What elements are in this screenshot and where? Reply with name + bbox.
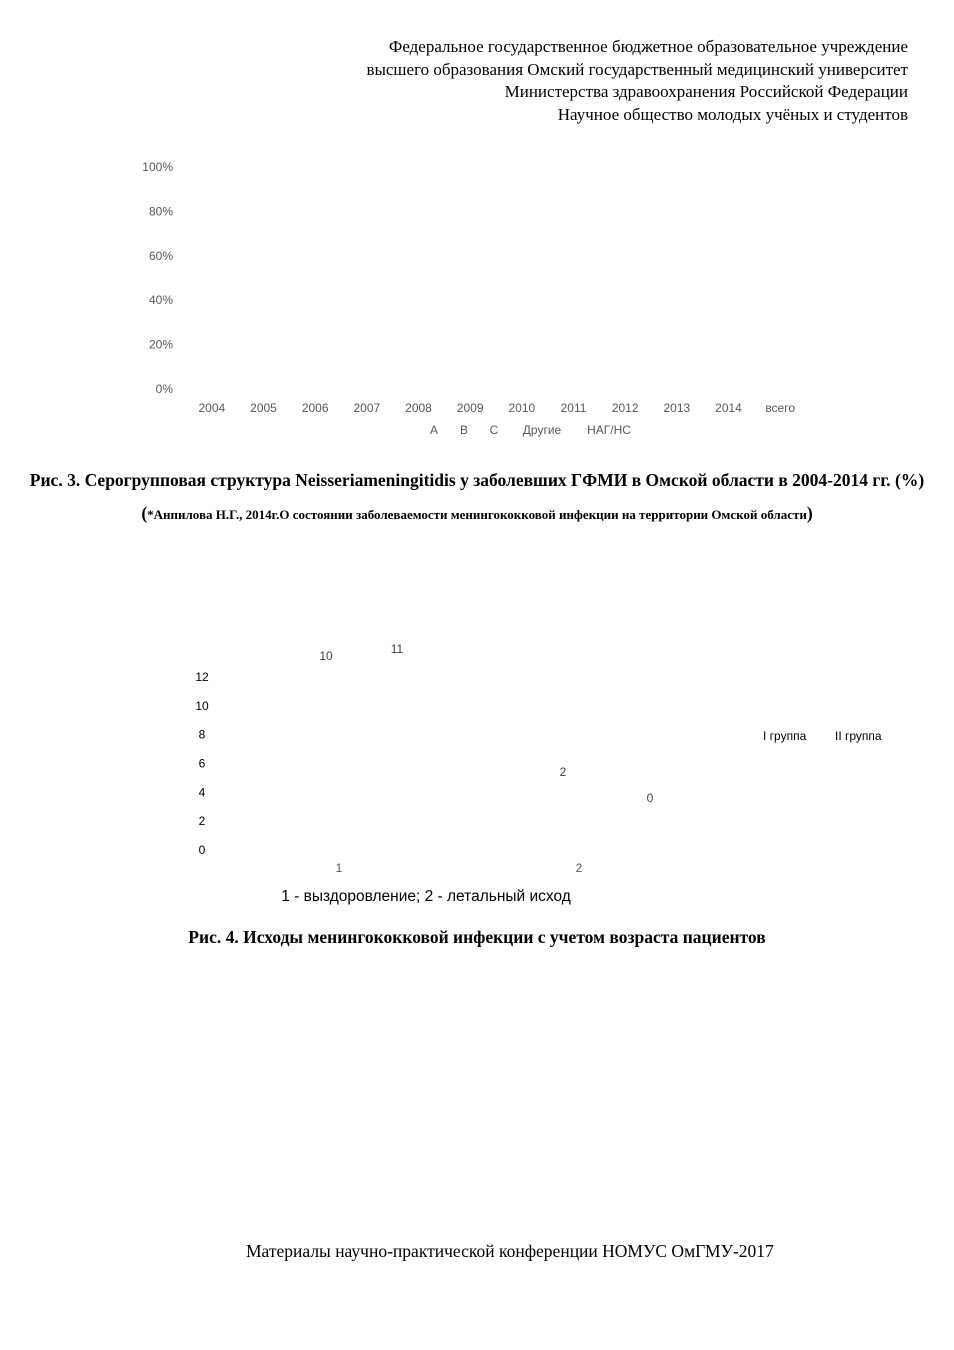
header-line: Научное общество молодых учёных и студентов — [557, 104, 908, 124]
data-label: 0 — [646, 791, 654, 805]
x-tick-label: 2013 — [663, 401, 691, 415]
x-tick-label: 2010 — [508, 401, 536, 415]
x-axis-label: 1 - выздоровление; 2 - летальный исход — [281, 888, 571, 905]
outcomes-chart — [0, 630, 954, 915]
y-tick-label: 0% — [155, 382, 173, 396]
x-tick-label: 2005 — [250, 401, 277, 415]
y-tick-label: 8 — [198, 727, 206, 742]
legend-entry: I группа — [763, 729, 807, 743]
figure3-caption-end: ) — [806, 503, 813, 523]
x-tick-label: 2008 — [405, 401, 432, 415]
y-tick-label: 0 — [198, 843, 206, 857]
x-tick-label: 2007 — [353, 401, 381, 415]
x-tick-label: 2006 — [301, 401, 329, 415]
y-tick-label: 4 — [198, 785, 206, 800]
y-tick-label: 80% — [148, 204, 173, 219]
y-tick-label: 20% — [148, 337, 173, 352]
figure4-caption: Рис. 4. Исходы менингококковой инфекции с учетом возраста пациентов — [188, 927, 766, 947]
page-footer: Материалы научно-практической конференции НОМУС ОмГМУ-2017 — [246, 1241, 774, 1261]
legend-entry: II группа — [835, 729, 882, 743]
legend-entry: B — [459, 423, 469, 437]
data-label: 10 — [319, 649, 333, 663]
data-label: 11 — [390, 642, 404, 656]
figure3-caption-main: Рис. 3. Серогрупповая структура Neisseriameningitidis у заболевших ГФМИ в Омской области в 2004-2014 гг. (%)( — [29, 470, 925, 523]
figure3-caption-reference: *Анпилова Н.Г., 2014г.О состоянии заболеваемости менингококковой инфекции на территории Омской области — [147, 507, 807, 522]
y-tick-label: 2 — [198, 814, 206, 829]
y-tick-label: 40% — [148, 293, 173, 308]
legend-entry: C — [489, 423, 499, 437]
x-tick-label: 2004 — [198, 401, 226, 415]
y-tick-label: 6 — [198, 756, 206, 771]
figure3-caption — [0, 464, 954, 531]
x-tick-label: 2014 — [715, 401, 742, 415]
y-tick-label: 12 — [195, 670, 209, 684]
x-tick-label: 2012 — [611, 401, 639, 415]
legend-entry: НАГ/НС — [587, 423, 631, 437]
x-tick-label: 2 — [575, 861, 583, 875]
serogroup-chart — [0, 150, 954, 450]
header-line: высшего образования Омский государственный медицинский университет — [366, 59, 908, 79]
header-line: Федеральное государственное бюджетное образовательное учреждение — [388, 37, 908, 56]
y-tick-label: 60% — [148, 248, 173, 263]
y-tick-label: 10 — [195, 698, 209, 713]
x-tick-label: 1 — [335, 861, 343, 875]
legend-entry: Другие — [522, 423, 562, 437]
page-header — [366, 36, 908, 126]
data-label: 2 — [559, 765, 567, 779]
header-line: Министерства здравоохранения Российской Федерации — [504, 82, 908, 101]
x-tick-label: 2011 — [560, 401, 587, 415]
y-tick-label: 100% — [142, 160, 173, 174]
legend-entry: A — [429, 423, 439, 437]
x-tick-label: 2009 — [456, 401, 484, 415]
x-tick-label: всего — [765, 401, 796, 415]
